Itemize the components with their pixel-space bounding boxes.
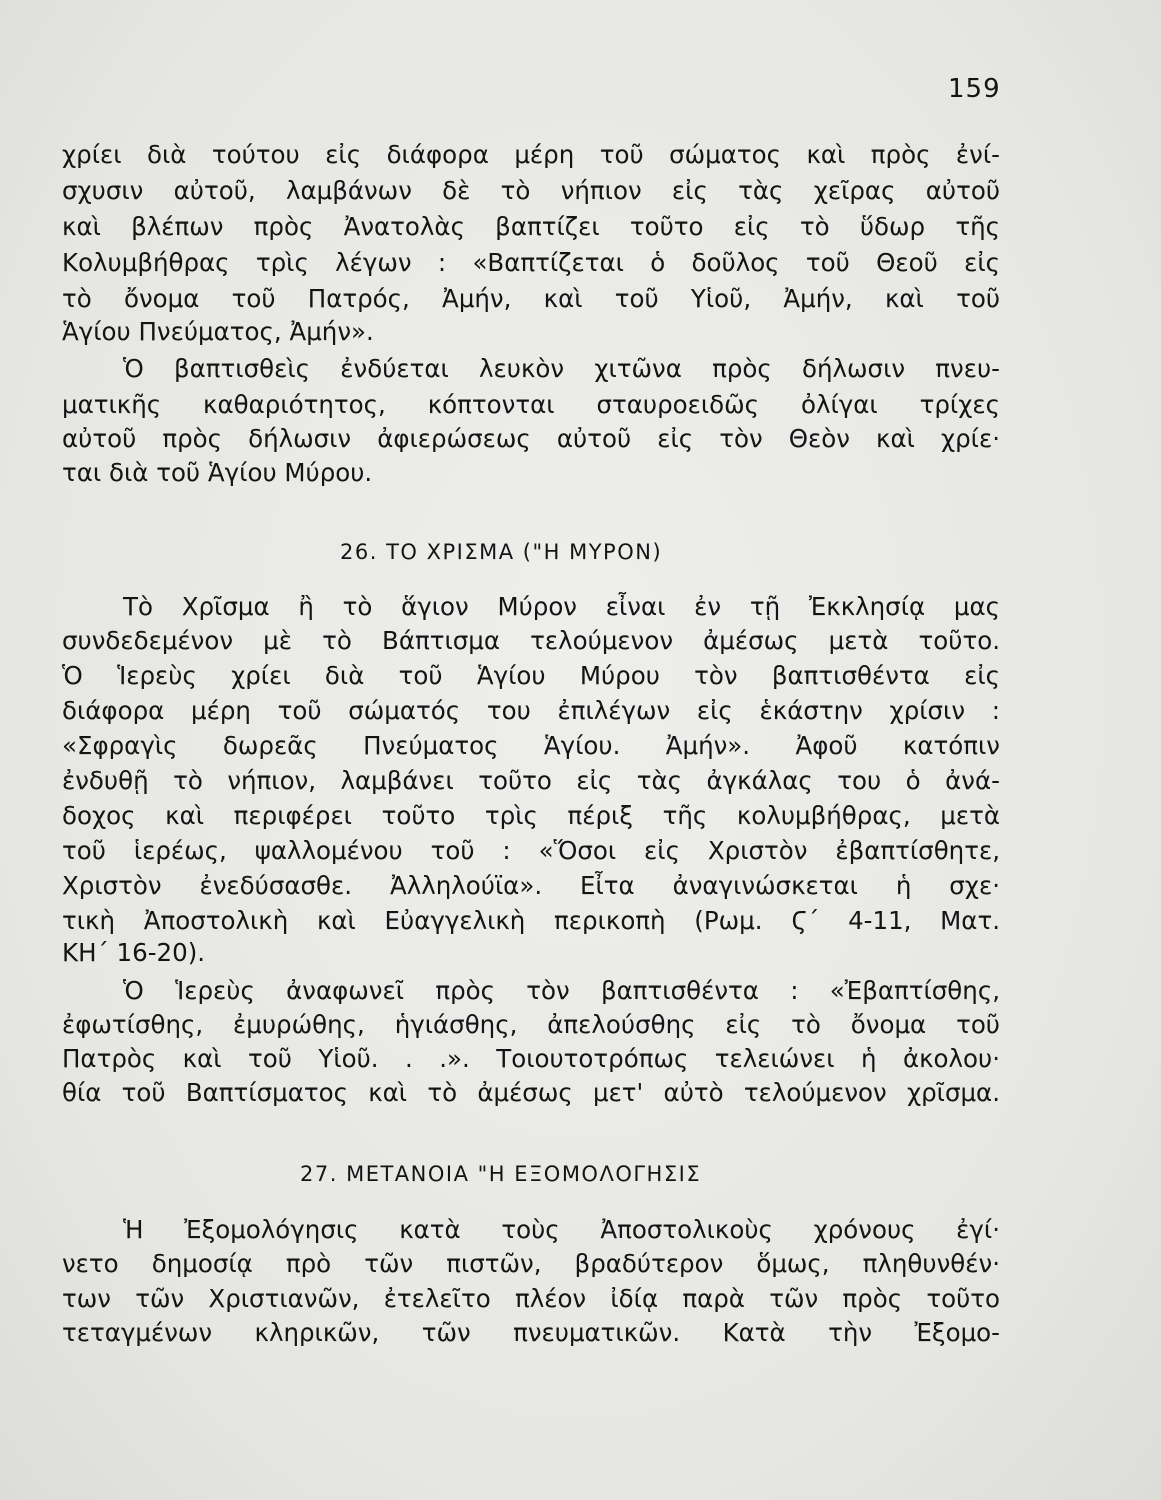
text-line: ματικῆς καθαριότητος, κόπτονται σταυροειδῶς ὀλίγαι τρίχες xyxy=(62,390,1000,419)
text-line: ΚΗ΄ 16-20). xyxy=(62,938,206,967)
text-line: τοῦ ἱερέως, ψαλλομένου τοῦ : «Ὅσοι εἰς Χριστὸν ἐβαπτίσθητε, xyxy=(62,836,1000,865)
text-line: Πατρὸς καὶ τοῦ Υἱοῦ. . .». Τοιουτοτρόπως τελειώνει ἡ ἀκολου· xyxy=(62,1044,1000,1073)
section-heading-27: 27. ΜΕΤΑΝΟΙΑ "Η ΕΞΟΜΟΛΟΓΗΣΙΣ xyxy=(300,1162,702,1186)
text-line: νετο δημοσίᾳ πρὸ τῶν πιστῶν, βραδύτερον ὅμως, πληθυνθέν· xyxy=(62,1249,1000,1278)
text-line: ἐνδυθῇ τὸ νήπιον, λαμβάνει τοῦτο εἰς τὰς ἀγκάλας του ὁ ἀνά- xyxy=(62,766,1000,795)
text-line: Ὁ Ἱερεὺς ἀναφωνεῖ πρὸς τὸν βαπτισθέντα : «Ἐβαπτίσθης, xyxy=(123,976,1000,1005)
text-line: τὸ ὄνομα τοῦ Πατρός, Ἀμήν, καὶ τοῦ Υἱοῦ, Ἀμήν, καὶ τοῦ xyxy=(62,284,1000,313)
text-line: ται διὰ τοῦ Ἁγίου Μύρου. xyxy=(62,458,373,487)
text-line: των τῶν Χριστιανῶν, ἐτελεῖτο πλέον ἰδίᾳ παρὰ τῶν πρὸς τοῦτο xyxy=(62,1284,1000,1313)
text-line: θία τοῦ Βαπτίσματος καὶ τὸ ἀμέσως μετ' αὐτὸ τελούμενον χρῖσμα. xyxy=(62,1078,1000,1107)
text-line: συνδεδεμένον μὲ τὸ Βάπτισμα τελούμενον ἀμέσως μετὰ τοῦτο. xyxy=(62,626,1000,655)
page-number: 159 xyxy=(948,74,1001,104)
text-line: σχυσιν αὐτοῦ, λαμβάνων δὲ τὸ νήπιον εἰς τὰς χεῖρας αὐτοῦ xyxy=(62,176,1000,205)
text-line: Τὸ Χρῖσμα ἢ τὸ ἅγιον Μύρον εἶναι ἐν τῇ Ἐκκλησίᾳ μας xyxy=(123,592,1000,621)
text-line: Ὁ βαπτισθεὶς ἐνδύεται λευκὸν χιτῶνα πρὸς δήλωσιν πνευ- xyxy=(123,354,1000,383)
text-line: καὶ βλέπων πρὸς Ἀνατολὰς βαπτίζει τοῦτο εἰς τὸ ὕδωρ τῆς xyxy=(62,212,1000,241)
text-line: Ἡ Ἐξομολόγησις κατὰ τοὺς Ἀποστολικοὺς χρόνους ἐγί· xyxy=(123,1215,1000,1244)
text-line: «Σφραγὶς δωρεᾶς Πνεύματος Ἁγίου. Ἀμήν». Ἀφοῦ κατόπιν xyxy=(62,731,1000,760)
text-line: τικὴ Ἀποστολικὴ καὶ Εὐαγγελικὴ περικοπὴ (Ρωμ. Ϛ΄ 4-11, Ματ. xyxy=(62,906,1000,935)
text-line: Κολυμβήθρας τρὶς λέγων : «Βαπτίζεται ὁ δοῦλος τοῦ Θεοῦ εἰς xyxy=(62,248,1000,277)
section-heading-26: 26. ΤΟ ΧΡΙΣΜΑ ("Η ΜΥΡΟΝ) xyxy=(340,540,663,564)
text-line: διάφορα μέρη τοῦ σώματός του ἐπιλέγων εἰς ἑκάστην χρίσιν : xyxy=(62,696,1000,725)
text-line: ἐφωτίσθης, ἐμυρώθης, ἡγιάσθης, ἀπελούσθης εἰς τὸ ὄνομα τοῦ xyxy=(62,1010,1000,1039)
text-line: τεταγμένων κληρικῶν, τῶν πνευματικῶν. Κατὰ τὴν Ἐξομο- xyxy=(62,1318,1000,1347)
text-line: Χριστὸν ἐνεδύσασθε. Ἀλληλούϊα». Εἶτα ἀναγινώσκεται ἡ σχε· xyxy=(62,871,1000,900)
text-line: Ὁ Ἱερεὺς χρίει διὰ τοῦ Ἁγίου Μύρου τὸν βαπτισθέντα εἰς xyxy=(62,661,1000,690)
text-line: δοχος καὶ περιφέρει τοῦτο τρὶς πέριξ τῆς κολυμβήθρας, μετὰ xyxy=(62,801,1000,830)
text-line: αὐτοῦ πρὸς δήλωσιν ἀφιερώσεως αὐτοῦ εἰς τὸν Θεὸν καὶ χρίε· xyxy=(62,424,1000,453)
text-line: χρίει διὰ τούτου εἰς διάφορα μέρη τοῦ σώματος καὶ πρὸς ἐνί- xyxy=(62,140,1000,169)
text-line: Ἁγίου Πνεύματος, Ἀμήν». xyxy=(62,317,374,346)
